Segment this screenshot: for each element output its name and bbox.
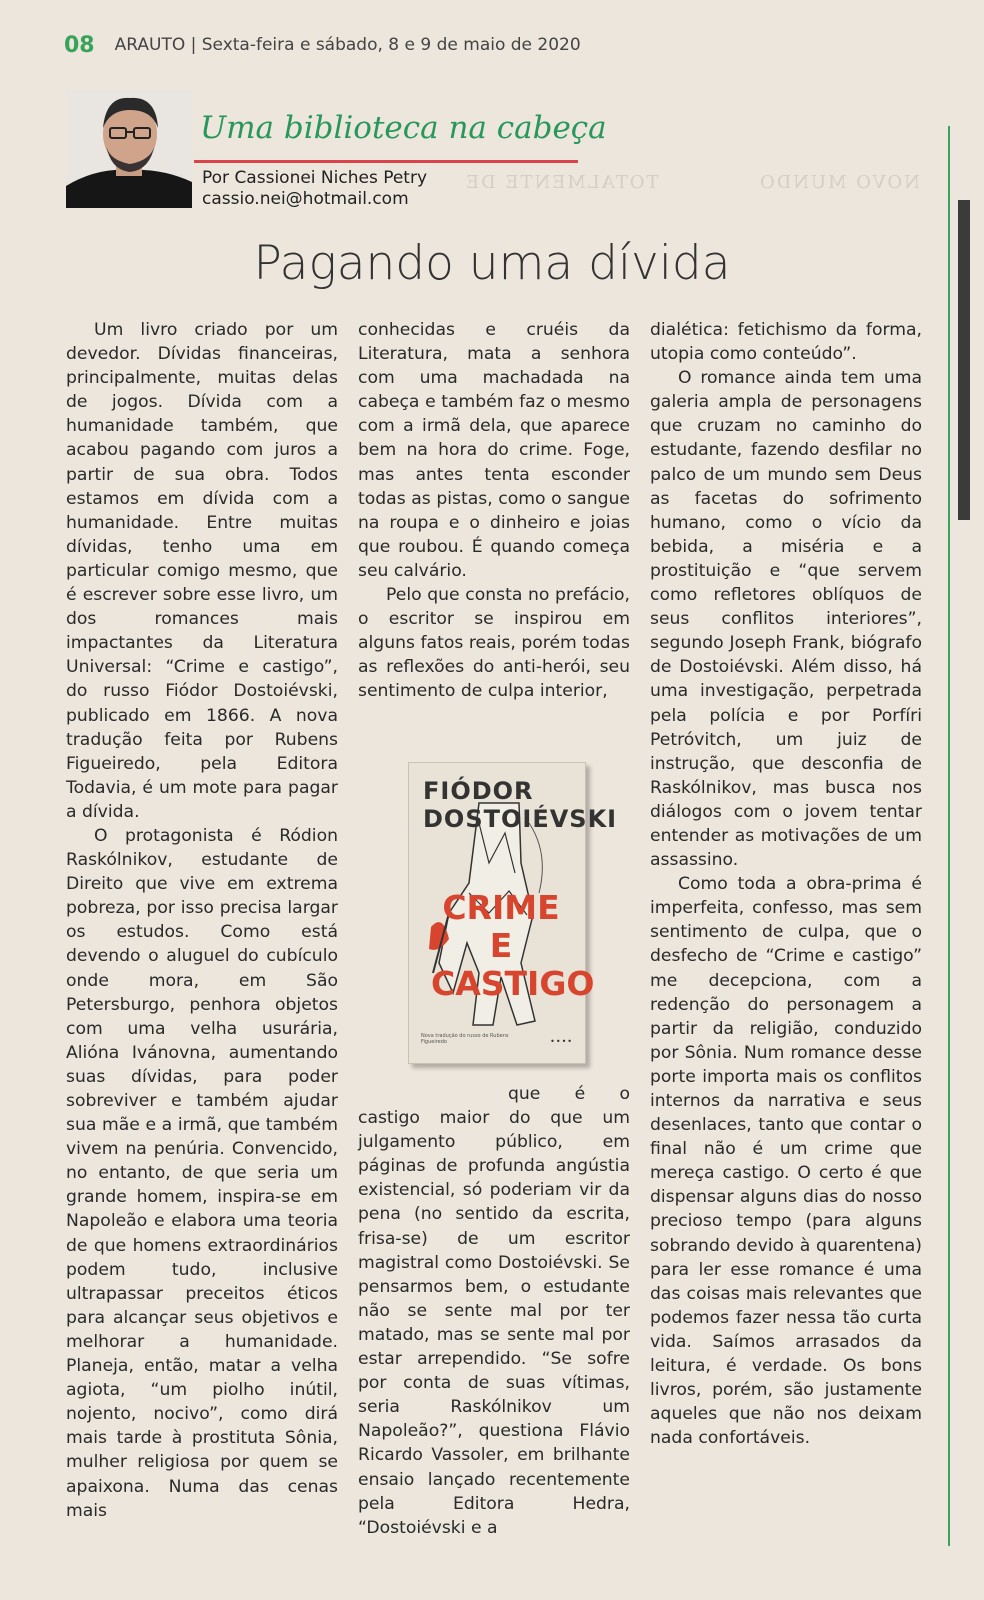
page-number: 08 xyxy=(64,32,95,58)
cover-subtitle: Nova tradução do russo de Rubens Figueiredo xyxy=(421,1033,509,1045)
masthead-date: ARAUTO | Sexta-feira e sábado, 8 e 9 de maio de 2020 xyxy=(114,35,581,55)
bleed-through-text: NOVO MUNDO xyxy=(758,172,920,193)
bleed-through-text: TOTALMENTE DE xyxy=(464,172,659,193)
paragraph: que é o castigo maior do que um julgamento público, em páginas de profunda angústia existencial, só poderiam vir da pena (no sentido da escrita, frisa-se) de um escritor magistral como Dostoiévski. Se pensarmos bem, o estudante não se sente mal por ter matado, mas se sente mal por estar arrependido. “Se sofre por conta de suas vítimas, seria Raskólnikov um Napoleão?”, questiona Flávio Ricardo Vassoler, em brilhante ensaio lançado recentemente pela Editora Hedra, “Dostoiévski e a xyxy=(358,1084,630,1538)
cover-author-first: FIÓDOR xyxy=(423,777,534,805)
paragraph: dialética: fetichismo da forma, utopia como conteúdo”. xyxy=(650,320,922,365)
page-header xyxy=(64,30,581,60)
column-title: Uma biblioteca na cabeça xyxy=(200,110,607,146)
cover-title xyxy=(431,888,595,1003)
cover-publisher-logo: •••• xyxy=(550,1037,573,1046)
paragraph: Como toda a obra-prima é imperfeita, confesso, mas sem sentimento de culpa, que o desfecho de “Crime e castigo” me decepciona, com a redenção do personagem a partir da religião, conduzido por Sônia. Num romance desse porte importa mais os conflitos internos da narrativa e seus desenlaces, tanto que contar o final não é um crime que mereça castigo. O certo é que dispensar alguns dias do nosso precioso tempo (para alguns sobrando devido à quarentena) para ler esse romance é uma das coisas mais relevantes que podemos fazer nessa tão curta vida. Saímos arrasados da leitura, é verdade. Os bons livros, porém, são justamente aqueles que não nos deixam nada confortáveis. xyxy=(650,874,922,1449)
cover-author xyxy=(423,777,617,833)
title-underline xyxy=(194,160,578,163)
portrait-illustration xyxy=(66,90,192,208)
author-name: Por Cassionei Niches Petry xyxy=(202,168,428,188)
paragraph: Um livro criado por um devedor. Dívidas financeiras, principalmente, muitas delas de jogos. Dívida com a humanidade também, que acabou pagando com juros a partir de sua obra. Todos estamos em dívida com a humanidade. Entre muitas dívidas, tenho uma em particular comigo mesmo, que é escrever sobre esse livro, um dos romances mais impactantes da Literatura Universal: “Crime e castigo”, do russo Fiódor Dostoiévski, publicado em 1866. A nova tradução feita por Rubens Figueiredo, pela Editora Todavia, é um mote para pagar a dívida. xyxy=(66,320,338,822)
paragraph: O romance ainda tem uma galeria ampla de personagens que cruzam no caminho do estudante, fazendo desfilar no palco de um mundo sem Deus as facetas do sofrimento humano, como o vício da bebida, a miséria e a prostituição e “que servem como refletores oblíquos de seus conflitos interiores”, segundo Joseph Frank, biógrafo de Dostoiévski. Além disso, há uma investigação, perpetrada pela polícia e por Porfíri Petróvitch, um juiz de instrução, que desconfia de Raskólnikov, mas busca nos diálogos com o jovem tentar entender as motivações de um assassino. xyxy=(650,368,922,871)
author-email: cassio.nei@hotmail.com xyxy=(202,189,409,209)
paragraph: Pelo que consta no prefácio, o escritor se inspirou em alguns fatos reais, porém todas as reflexões do anti-herói, seu sentimento de culpa interior, xyxy=(358,585,630,702)
byline xyxy=(202,168,427,210)
article-column-2-continued xyxy=(358,1082,630,1540)
cover-title-line: CRIME xyxy=(442,888,560,927)
article-column-1 xyxy=(66,318,338,1523)
cover-author-last: DOSTOIÉVSKI xyxy=(423,805,618,833)
author-photo xyxy=(66,90,192,208)
article-column-3 xyxy=(650,318,922,1450)
paragraph: conhecidas e cruéis da Literatura, mata a senhora com uma machadada na cabeça e também faz o mesmo com a irmã dela, que aparece bem na hora do crime. Foge, mas antes tenta esconder todas as pistas, como o sangue na roupa e o dinheiro e joias que roubou. É quando começa seu calvário. xyxy=(358,320,630,581)
cover-title-line: E xyxy=(489,926,513,965)
book-cover-image xyxy=(408,762,618,1064)
column-border xyxy=(948,126,950,1546)
article-headline: Pagando uma dívida xyxy=(253,236,731,291)
paragraph: O protagonista é Ródion Raskólnikov, estudante de Direito que vive em extrema pobreza, por isso precisa largar os estudos. Como está devendo o aluguel do cubículo onde mora, em São Petersburgo, penhora objetos com uma velha usurária, Alióna Ivánovna, aumentando suas dívidas, para poder sobreviver e também ajudar sua mãe e a irmã, que também vivem na penúria. Convencido, no entanto, de que seria um grande homem, inspira-se em Napoleão e elabora uma teoria de que homens extraordinários podem tudo, inclusive ultrapassar preceitos éticos para alcançar seus objetivos e melhorar a humanidade. Planeja, então, matar a velha agiota, “um piolho inútil, nojento, nocivo”, como dirá mais tarde à prostituta Sônia, mulher religiosa por quem se apaixona. Numa das cenas mais xyxy=(66,825,338,1521)
cover-title-line: CASTIGO xyxy=(431,964,595,1003)
article-column-2 xyxy=(358,318,630,704)
